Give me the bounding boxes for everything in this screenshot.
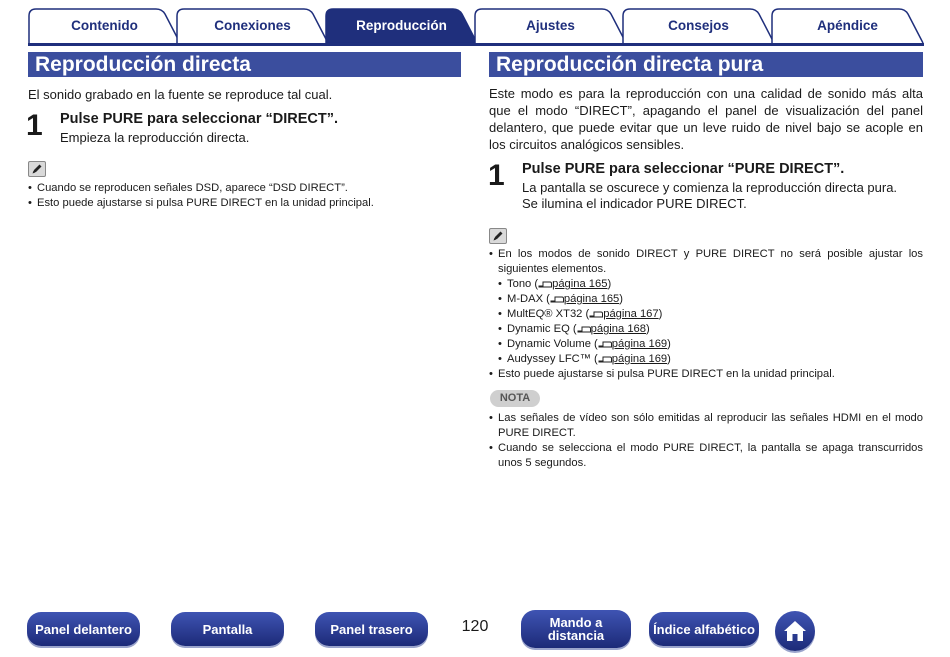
tab-contenido[interactable] — [28, 8, 181, 43]
step-title: Pulse PURE para seleccionar “PURE DIRECT”. — [522, 161, 845, 177]
tab-label: Apéndice — [817, 18, 878, 33]
tab-ajustes[interactable] — [474, 8, 627, 43]
tab-reproduccion[interactable] — [325, 8, 478, 43]
step-title: Pulse PURE para seleccionar “DIRECT”. — [60, 111, 339, 127]
hand-pointer-icon — [598, 340, 612, 349]
indice-alfabetico-button[interactable]: Índice alfabético — [649, 612, 759, 646]
tab-label: Consejos — [668, 18, 729, 33]
section-title-directa: Reproducción directa — [28, 52, 461, 77]
note-item: • Las señales de vídeo son sólo emitidas al reproducir las señales HDMI en el modo PURE DIRECT. — [489, 411, 923, 441]
pencil-icon — [28, 161, 46, 177]
page-link[interactable]: página 167 — [603, 308, 659, 320]
nota-notes — [489, 411, 923, 471]
left-notes — [28, 181, 461, 211]
step-description: Empieza la reproducción directa. — [60, 130, 250, 145]
tab-apendice[interactable] — [771, 8, 924, 43]
tab-label: Ajustes — [526, 18, 575, 33]
panel-delantero-button[interactable]: Panel delantero — [27, 612, 140, 646]
tab-bar — [28, 8, 924, 46]
list-item: • M-DAX ( página 165) — [489, 292, 923, 307]
tab-conexiones[interactable] — [176, 8, 329, 43]
hand-pointer-icon — [538, 280, 552, 289]
step-description: Se ilumina el indicador PURE DIRECT. — [522, 196, 747, 211]
page-link[interactable]: página 165 — [552, 278, 608, 290]
mando-a-distancia-button[interactable]: Mando a distancia — [521, 610, 631, 648]
page-number: 120 — [461, 618, 489, 635]
step-description: La pantalla se oscurece y comienza la reproducción directa pura. — [522, 180, 898, 195]
tab-consejos[interactable] — [622, 8, 775, 43]
step-number: 1 — [26, 109, 43, 142]
list-item: • Dynamic Volume ( página 169) — [489, 337, 923, 352]
list-item: • MultEQ® XT32 ( página 167) — [489, 307, 923, 322]
note-item: • En los modos de sonido DIRECT y PURE DIRECT no será posible ajustar los siguientes elementos. — [489, 247, 923, 277]
section-title-directa-pura: Reproducción directa pura — [489, 52, 923, 77]
pencil-icon — [489, 228, 507, 244]
hand-pointer-icon — [577, 325, 591, 334]
tab-label: Conexiones — [214, 18, 291, 33]
home-icon — [782, 619, 808, 643]
left-intro: El sonido grabado en la fuente se reproduce tal cual. — [28, 87, 333, 102]
hand-pointer-icon — [598, 355, 612, 364]
nota-badge: NOTA — [490, 390, 540, 407]
tab-label: Contenido — [71, 18, 138, 33]
right-intro: Este modo es para la reproducción con una calidad de sonido más alta que el modo “DIRECT”, apagando el panel de visualización del panel delantero, que puede evitar que un leve ruido de nivel bajo se acople en los circuitos analógicos sensibles. — [489, 86, 923, 152]
step-number: 1 — [488, 159, 505, 192]
note-item: • Cuando se selecciona el modo PURE DIRECT, la pantalla se apaga transcurridos unos 5 segundos. — [489, 441, 923, 471]
home-button[interactable] — [775, 611, 815, 651]
list-item: • Tono ( página 165) — [489, 277, 923, 292]
page-link[interactable]: página 168 — [590, 323, 646, 335]
tab-baseline — [28, 43, 924, 46]
note-item: • Esto puede ajustarse si pulsa PURE DIRECT en la unidad principal. — [28, 196, 461, 211]
page-link[interactable]: página 169 — [611, 353, 668, 365]
page-link[interactable]: página 165 — [563, 293, 620, 305]
tab-label: Reproducción — [356, 18, 447, 33]
hand-pointer-icon — [550, 295, 564, 304]
pantalla-button[interactable]: Pantalla — [171, 612, 284, 646]
hand-pointer-icon — [589, 310, 603, 319]
right-notes — [489, 247, 923, 382]
note-item: • Esto puede ajustarse si pulsa PURE DIRECT en la unidad principal. — [489, 367, 923, 382]
list-item: • Dynamic EQ ( página 168) — [489, 322, 923, 337]
panel-trasero-button[interactable]: Panel trasero — [315, 612, 428, 646]
list-item: • Audyssey LFC™ ( página 169) — [489, 352, 923, 367]
note-item: • Cuando se reproducen señales DSD, aparece “DSD DIRECT”. — [28, 181, 461, 196]
page-link[interactable]: página 169 — [611, 338, 668, 350]
